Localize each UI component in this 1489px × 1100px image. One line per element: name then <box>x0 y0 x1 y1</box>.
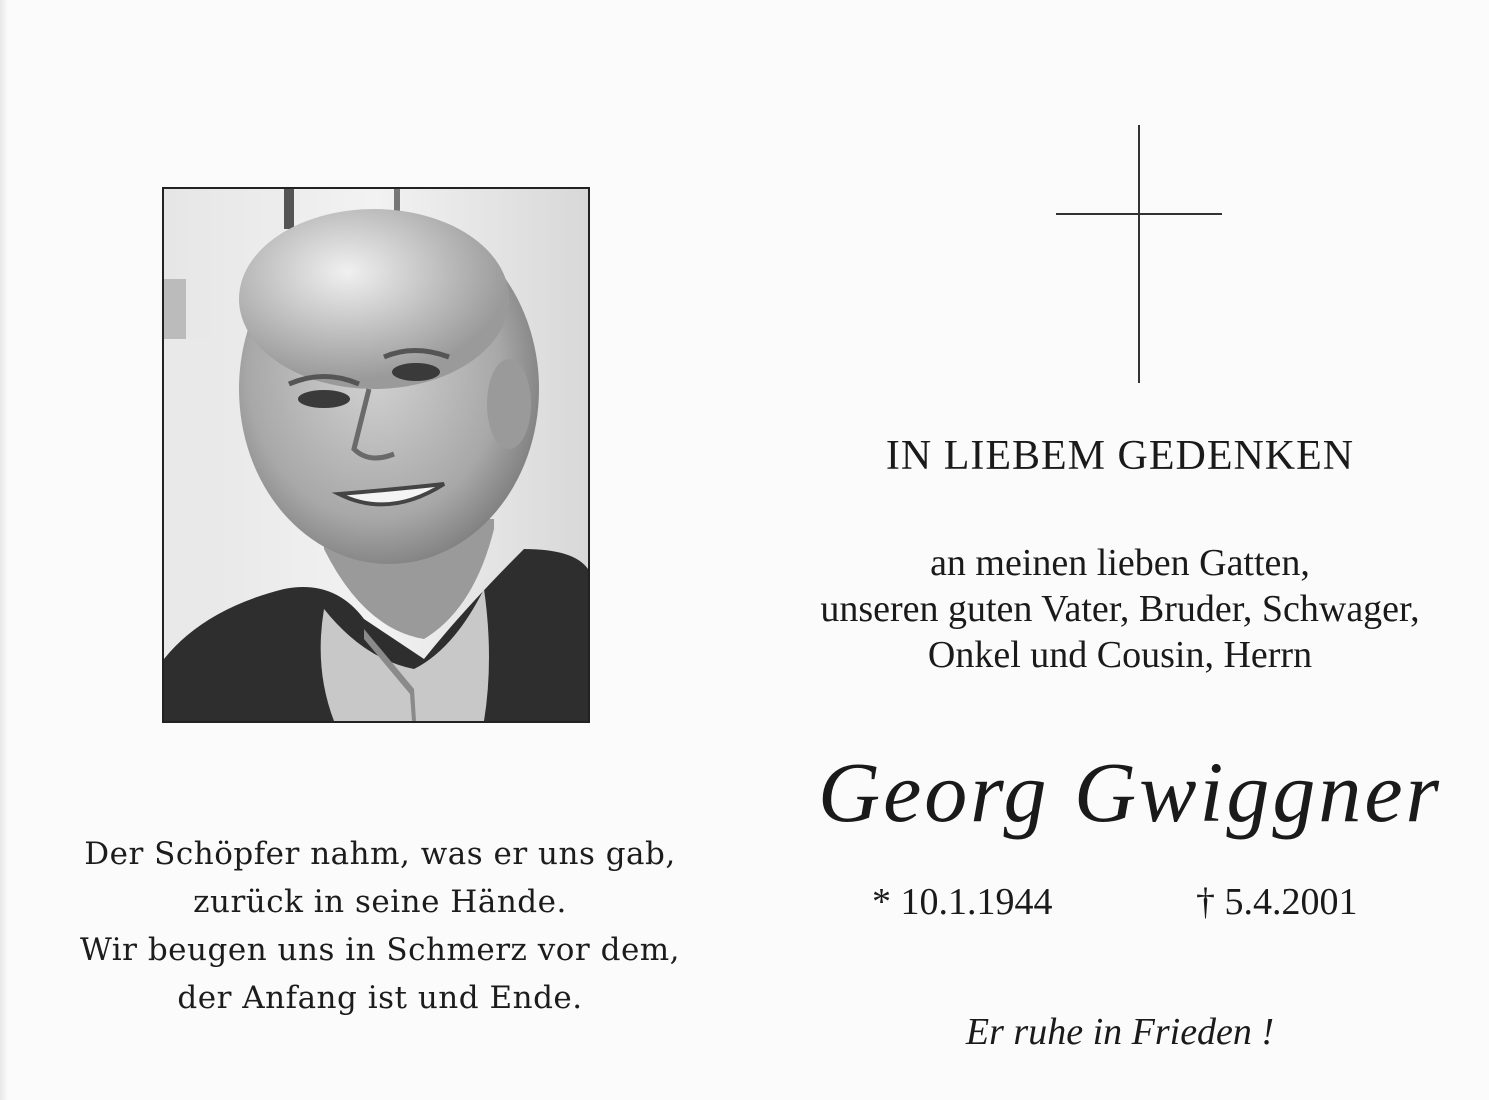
portrait-photo <box>162 187 590 723</box>
poem-line: Wir beugen uns in Schmerz vor dem, <box>79 932 681 968</box>
poem-line: zurück in seine Hände. <box>193 884 567 920</box>
dedication-text <box>760 540 1480 678</box>
deceased-name: Georg Gwiggner <box>817 744 1443 840</box>
birth-date: * 10.1.1944 <box>872 881 1053 923</box>
poem-line: Der Schöpfer nahm, was er uns gab, <box>84 836 676 872</box>
dedication-line: an meinen lieben Gatten, <box>930 542 1310 584</box>
dedication-line: unseren guten Vater, Bruder, Schwager, <box>820 588 1420 630</box>
dedication-line: Onkel und Cousin, Herrn <box>927 634 1313 676</box>
closing-blessing: Er ruhe in Frieden ! <box>965 1011 1275 1053</box>
memorial-poem <box>60 830 700 1022</box>
poem-line: der Anfang ist und Ende. <box>177 980 583 1016</box>
cross-icon-vertical <box>1138 125 1140 383</box>
portrait-image <box>164 189 588 721</box>
death-date: † 5.4.2001 <box>1196 881 1358 923</box>
card-edge <box>0 0 8 1100</box>
memorial-heading: IN LIEBEM GEDENKEN <box>885 433 1355 479</box>
cross-icon-horizontal <box>1056 213 1222 215</box>
